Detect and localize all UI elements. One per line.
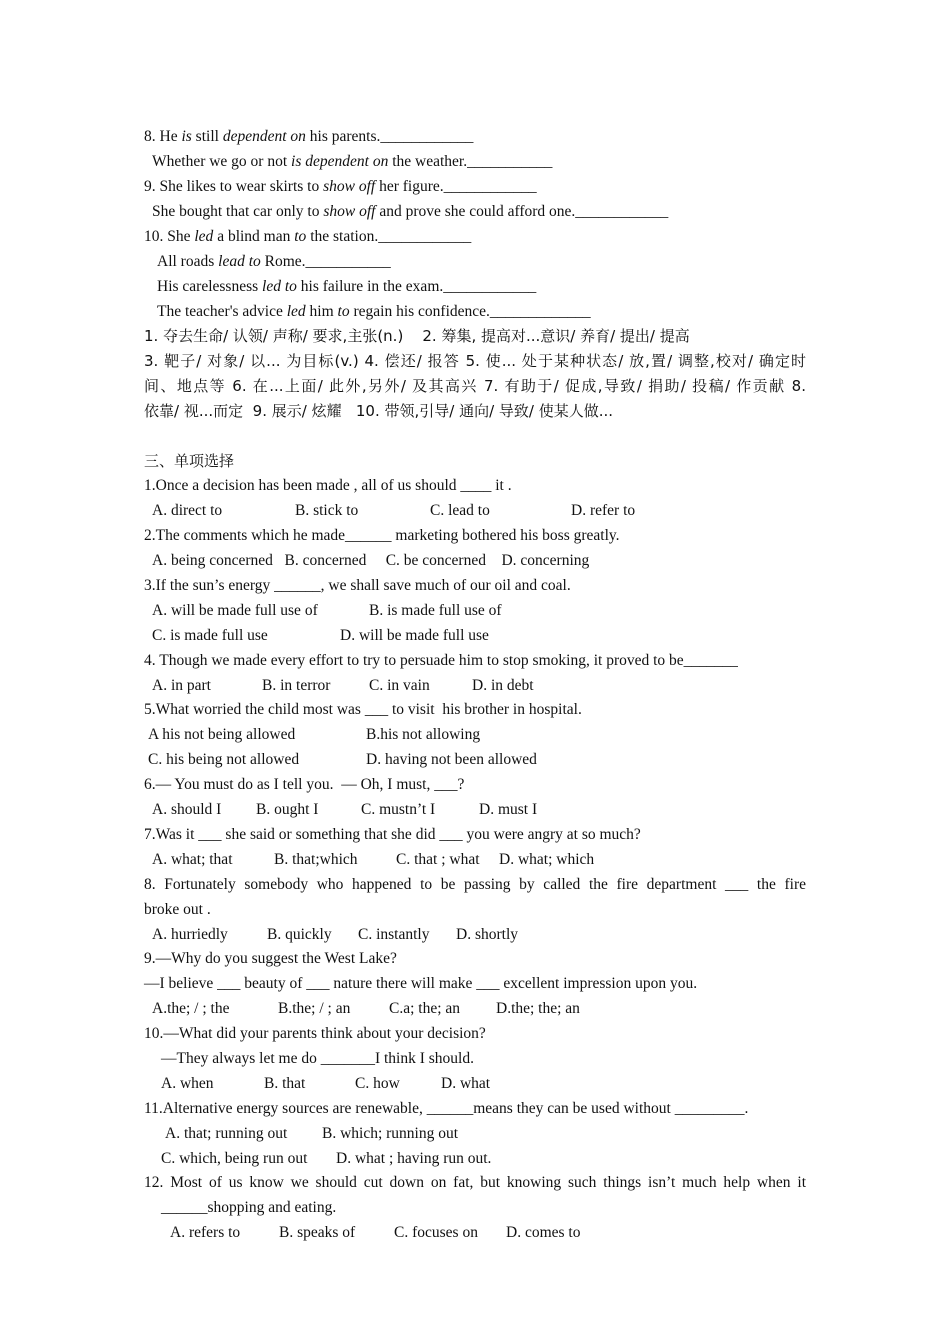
question-9-cont: —I believe ___ beauty of ___ nature there will make ___ excellent impression upon you. bbox=[144, 975, 698, 992]
q5-option-b: B.his not allowing bbox=[366, 726, 481, 743]
q1-option-b: B. stick to bbox=[295, 502, 359, 519]
q1-option-a: A. direct to bbox=[152, 502, 223, 519]
q9-option-a: A.the; / ; the bbox=[152, 1000, 230, 1017]
q4-option-d: D. in debt bbox=[472, 677, 534, 694]
q5-option-a: A his not being allowed bbox=[148, 726, 296, 743]
q8-option-c: C. instantly bbox=[358, 926, 430, 943]
q3-option-a: A. will be made full use of bbox=[152, 602, 318, 619]
q6-option-a: A. should I bbox=[152, 801, 222, 818]
answers-line-2: 3. 靶子/ 对象/ 以... 为目标(v.) 4. 偿还/ 报答 5. 使... 处于某种状态/ 放,置/ 调整,校对/ 确定时 bbox=[144, 352, 806, 370]
q4-option-a: A. in part bbox=[152, 677, 211, 694]
q10-option-c: C. how bbox=[355, 1075, 400, 1092]
question-9: 9.—Why do you suggest the West Lake? bbox=[144, 950, 397, 967]
question-12: 12. Most of us know we should cut down on fat, but knowing such things isn’t much help when it bbox=[144, 1174, 806, 1191]
question-6: 6.— You must do as I tell you. — Oh, I must, ___? bbox=[144, 776, 465, 793]
question-12-cont: ______shopping and eating. bbox=[161, 1199, 337, 1216]
q10-option-a: A. when bbox=[161, 1075, 214, 1092]
answers-line-3: 间、地点等 6. 在...上面/ 此外,另外/ 及其高兴 7. 有助于/ 促成,导致/ 捐助/ 投稿/ 作贡献 8. bbox=[144, 377, 806, 395]
sentence-10a: 10. She led a blind man to the station.____________ bbox=[144, 228, 472, 245]
q7-option-b: B. that;which bbox=[274, 851, 358, 868]
q6-option-b: B. ought I bbox=[256, 801, 319, 818]
q9-option-b: B.the; / ; an bbox=[278, 1000, 351, 1017]
question-10: 10.—What did your parents think about your decision? bbox=[144, 1025, 486, 1042]
question-2: 2.The comments which he made______ marketing bothered his boss greatly. bbox=[144, 527, 620, 544]
q12-option-c: C. focuses on bbox=[394, 1224, 478, 1241]
q8-option-a: A. hurriedly bbox=[152, 926, 228, 943]
question-5: 5.What worried the child most was ___ to visit his brother in hospital. bbox=[144, 701, 582, 718]
question-8-cont: broke out . bbox=[144, 901, 211, 918]
sentence-10d: The teacher's advice led him to regain his confidence._____________ bbox=[157, 303, 591, 320]
q12-option-d: D. comes to bbox=[506, 1224, 581, 1241]
sentence-10b: All roads lead to Rome.___________ bbox=[157, 253, 391, 270]
q3-option-b: B. is made full use of bbox=[369, 602, 502, 619]
q1-option-d: D. refer to bbox=[571, 502, 636, 519]
q11-option-b: B. which; running out bbox=[322, 1125, 459, 1142]
question-10-cont: —They always let me do _______I think I should. bbox=[161, 1050, 474, 1067]
q7-option-a: A. what; that bbox=[152, 851, 233, 868]
question-8: 8. Fortunately somebody who happened to be passing by called the fire department ___ the fire bbox=[144, 876, 806, 893]
section-title: 三、单项选择 bbox=[144, 452, 235, 470]
q8-option-b: B. quickly bbox=[267, 926, 332, 943]
q10-option-d: D. what bbox=[441, 1075, 491, 1092]
q2-options: A. being concerned B. concerned C. be concerned D. concerning bbox=[152, 552, 590, 569]
sentence-9b: She bought that car only to show off and prove she could afford one.____________ bbox=[152, 203, 669, 220]
answers-line-4: 依靠/ 视...而定 9. 展示/ 炫耀 10. 带领,引导/ 通向/ 导致/ 使某人做... bbox=[144, 402, 614, 420]
q9-option-d: D.the; the; an bbox=[496, 1000, 580, 1017]
question-3: 3.If the sun’s energy ______, we shall save much of our oil and coal. bbox=[144, 577, 571, 594]
q11-option-c: C. which, being run out bbox=[161, 1150, 308, 1167]
q11-option-a: A. that; running out bbox=[165, 1125, 288, 1142]
q4-option-c: C. in vain bbox=[369, 677, 430, 694]
sentence-8a: 8. He is still dependent on his parents.____________ bbox=[144, 128, 474, 145]
q11-option-d: D. what ; having run out. bbox=[336, 1150, 492, 1167]
q1-option-c: C. lead to bbox=[430, 502, 490, 519]
question-7: 7.Was it ___ she said or something that she did ___ you were angry at so much? bbox=[144, 826, 641, 843]
q7-option-d: D. what; which bbox=[499, 851, 595, 868]
q5-option-d: D. having not been allowed bbox=[366, 751, 537, 768]
q12-option-a: A. refers to bbox=[170, 1224, 241, 1241]
q3-option-c: C. is made full use bbox=[152, 627, 268, 644]
sentence-8b: Whether we go or not is dependent on the weather.___________ bbox=[152, 153, 553, 170]
sentence-9a: 9. She likes to wear skirts to show off her figure.____________ bbox=[144, 178, 537, 195]
q6-option-c: C. mustn’t I bbox=[361, 801, 436, 818]
q8-option-d: D. shortly bbox=[456, 926, 518, 943]
q7-option-c: C. that ; what bbox=[396, 851, 480, 868]
q10-option-b: B. that bbox=[264, 1075, 306, 1092]
question-1: 1.Once a decision has been made , all of us should ____ it . bbox=[144, 477, 512, 494]
q3-option-d: D. will be made full use bbox=[340, 627, 489, 644]
q5-option-c: C. his being not allowed bbox=[148, 751, 300, 768]
sentence-10c: His carelessness led to his failure in the exam.____________ bbox=[157, 278, 537, 295]
q12-option-b: B. speaks of bbox=[279, 1224, 356, 1241]
q4-option-b: B. in terror bbox=[262, 677, 331, 694]
q9-option-c: C.a; the; an bbox=[389, 1000, 461, 1017]
question-11: 11.Alternative energy sources are renewable, ______means they can be used without _________. bbox=[144, 1100, 749, 1117]
answers-line-1: 1. 夺去生命/ 认领/ 声称/ 要求,主张(n.) 2. 筹集, 提高对...意识/ 养育/ 提出/ 提高 bbox=[144, 327, 690, 345]
q6-option-d: D. must I bbox=[479, 801, 538, 818]
question-4: 4. Though we made every effort to try to persuade him to stop smoking, it proved to be_______ bbox=[144, 652, 738, 669]
